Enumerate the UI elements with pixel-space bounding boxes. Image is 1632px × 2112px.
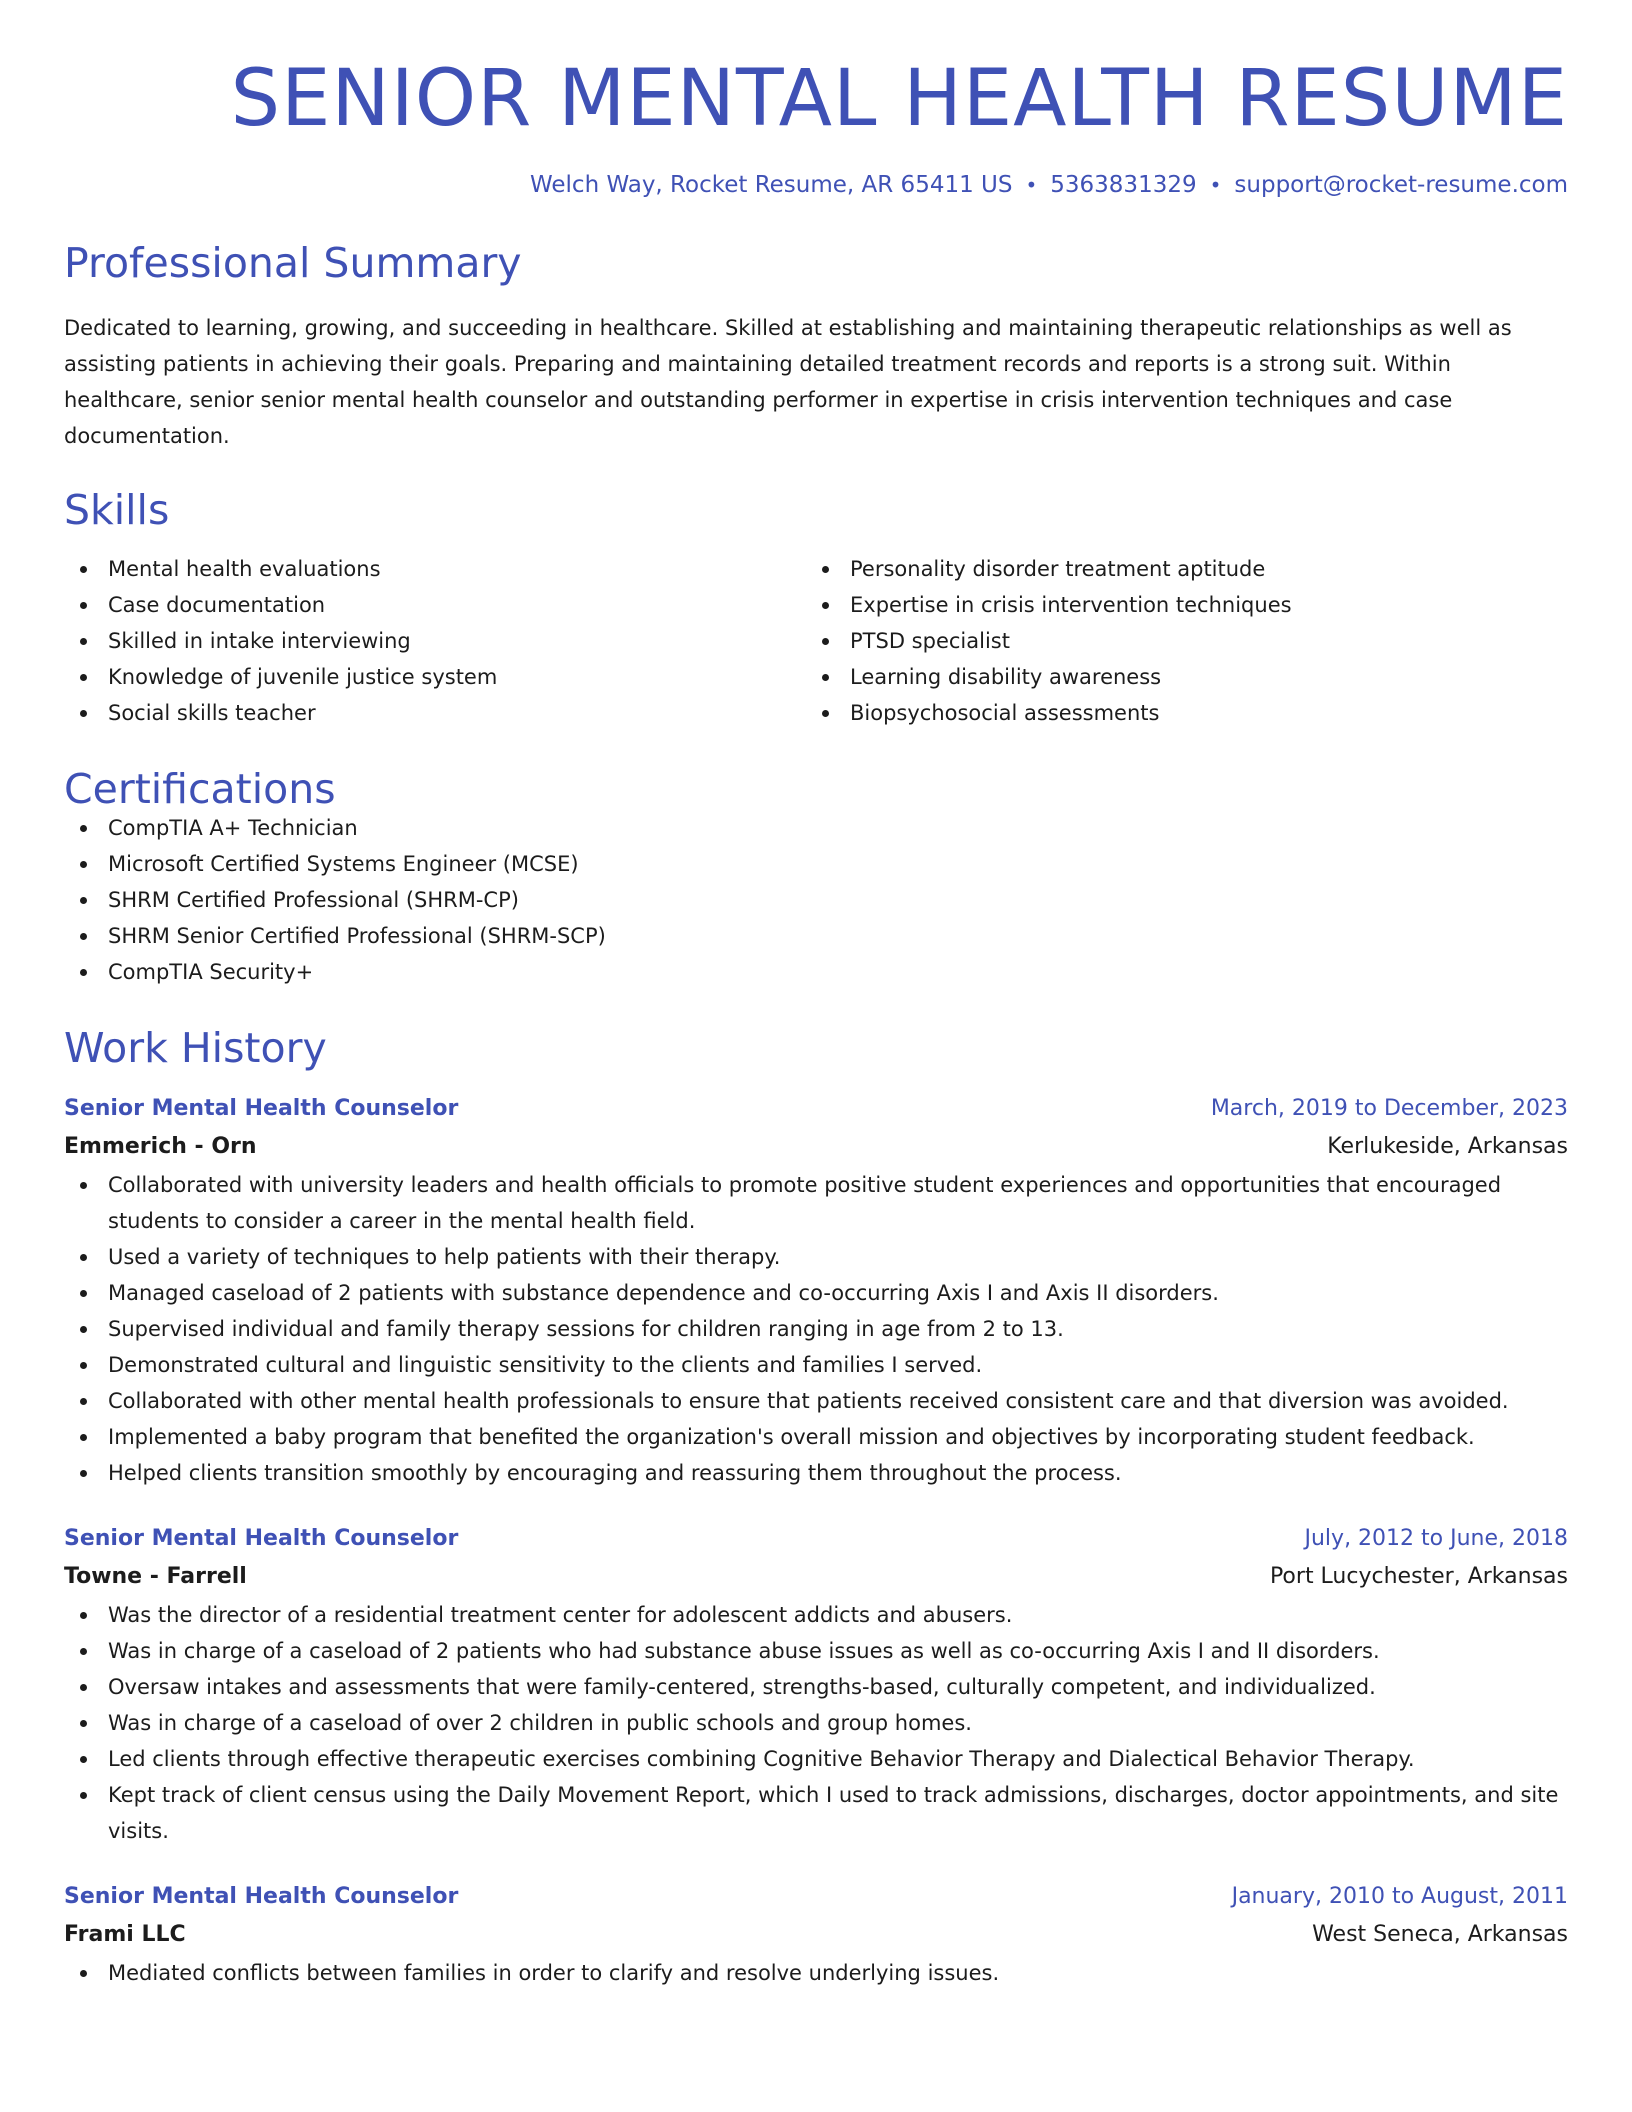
skill-item: Mental health evaluations: [64, 551, 806, 587]
job-company-row: [64, 1557, 1568, 1597]
job-company-row: [64, 1127, 1568, 1167]
job-title: Senior Mental Health Counselor: [64, 1526, 459, 1551]
job-bullet: Oversaw intakes and assessments that were family-centered, strengths-based, culturally competent, and individualized.: [64, 1669, 1568, 1705]
skill-item: Expertise in crisis intervention techniques: [806, 587, 1548, 623]
skill-item: Learning disability awareness: [806, 659, 1548, 695]
job-bullet-list: [64, 1167, 1568, 1491]
contact-phone[interactable]: 5363831329: [1050, 172, 1197, 198]
job-location: West Seneca, Arkansas: [1312, 1922, 1568, 1947]
job-bullet: Helped clients transition smoothly by encouraging and reassuring them throughout the process.: [64, 1455, 1568, 1491]
job-entry: [64, 1521, 1568, 1849]
skill-item: Social skills teacher: [64, 695, 806, 731]
job-bullet: Led clients through effective therapeutic exercises combining Cognitive Behavior Therapy and Dialectical Behavior Therapy.: [64, 1741, 1568, 1777]
job-title-row: [64, 1521, 1568, 1557]
job-title-row: [64, 1879, 1568, 1915]
job-location: Port Lucychester, Arkansas: [1269, 1564, 1568, 1589]
skill-item: Skilled in intake interviewing: [64, 623, 806, 659]
job-bullet: Kept track of client census using the Daily Movement Report, which I used to track admissions, discharges, doctor appointments, and site visits.: [64, 1777, 1568, 1849]
certification-item: CompTIA A+ Technician: [64, 810, 1568, 846]
summary-text: Dedicated to learning, growing, and succeeding in healthcare. Skilled at establishing and maintaining therapeutic relationships as well as assisting patients in achieving their goals. Preparing and maintaining detailed treatment records and reports is a strong suit. Within healthcare, senior senior mental health counselor and outstanding performer in expertise in crisis intervention techniques and case documentation.: [64, 316, 1512, 448]
resume-page: [64, 0, 1568, 1991]
job-bullet: Collaborated with other mental health professionals to ensure that patients received consistent care and that diversion was avoided.: [64, 1383, 1568, 1419]
job-dates: July, 2012 to June, 2018: [1304, 1526, 1568, 1551]
job-bullet: Demonstrated cultural and linguistic sensitivity to the clients and families I served.: [64, 1347, 1568, 1383]
job-bullet: Supervised individual and family therapy sessions for children ranging in age from 2 to 13.: [64, 1311, 1568, 1347]
job-bullet-list: [64, 1955, 1568, 1991]
skills-heading: Skills: [64, 486, 170, 534]
job-entry: [64, 1091, 1568, 1491]
skills-list-left: [64, 551, 806, 731]
contact-address: Welch Way, Rocket Resume, AR 65411 US: [529, 172, 1013, 198]
contact-email[interactable]: support@rocket-resume.com: [1234, 172, 1568, 198]
skills-grid: [64, 551, 1568, 731]
job-bullet: Collaborated with university leaders and health officials to promote positive student experiences and opportunities that encouraged students to consider a career in the mental health field.: [64, 1167, 1568, 1239]
job-location: Kerlukeside, Arkansas: [1327, 1134, 1568, 1159]
job-bullet: Used a variety of techniques to help patients with their therapy.: [64, 1239, 1568, 1275]
job-entry: [64, 1879, 1568, 1991]
job-bullet: Mediated conflicts between families in order to clarify and resolve underlying issues.: [64, 1955, 1568, 1991]
contact-separator: •: [1025, 173, 1038, 197]
job-bullet: Was in charge of a caseload of 2 patients who had substance abuse issues as well as co-occurring Axis I and II disorders.: [64, 1633, 1568, 1669]
skill-item: Personality disorder treatment aptitude: [806, 551, 1548, 587]
job-company: Frami LLC: [64, 1922, 186, 1947]
job-company: Towne - Farrell: [64, 1564, 247, 1589]
job-title-row: [64, 1091, 1568, 1127]
skills-list-right: [806, 551, 1548, 731]
skills-column-right: [806, 551, 1548, 731]
job-title: Senior Mental Health Counselor: [64, 1884, 459, 1909]
job-bullet: Was in charge of a caseload of over 2 children in public schools and group homes.: [64, 1705, 1568, 1741]
job-title: Senior Mental Health Counselor: [64, 1096, 459, 1121]
skill-item: Knowledge of juvenile justice system: [64, 659, 806, 695]
certification-item: SHRM Certified Professional (SHRM-CP): [64, 882, 1568, 918]
skill-item: Case documentation: [64, 587, 806, 623]
job-bullet: Managed caseload of 2 patients with substance dependence and co-occurring Axis I and Axis II disorders.: [64, 1275, 1568, 1311]
job-bullet: Was the director of a residential treatment center for adolescent addicts and abusers.: [64, 1597, 1568, 1633]
job-bullet: Implemented a baby program that benefited the organization's overall mission and objectives by incorporating student feedback.: [64, 1419, 1568, 1455]
skill-item: Biopsychosocial assessments: [806, 695, 1548, 731]
certification-item: CompTIA Security+: [64, 954, 1568, 990]
certification-item: SHRM Senior Certified Professional (SHRM-SCP): [64, 918, 1568, 954]
skill-item: PTSD specialist: [806, 623, 1548, 659]
job-company: Emmerich - Orn: [64, 1134, 257, 1159]
work-history-heading: Work History: [64, 1024, 327, 1072]
job-dates: March, 2019 to December, 2023: [1210, 1096, 1568, 1121]
certifications-heading: Certifications: [64, 765, 336, 813]
certifications-list: [64, 810, 1568, 990]
summary-heading: Professional Summary: [64, 239, 522, 287]
job-company-row: [64, 1915, 1568, 1955]
resume-title: SENIOR MENTAL HEALTH RESUME: [230, 54, 1568, 144]
certification-item: Microsoft Certified Systems Engineer (MCSE): [64, 846, 1568, 882]
skills-column-left: [64, 551, 806, 731]
job-dates: January, 2010 to August, 2011: [1231, 1884, 1568, 1909]
contact-separator: •: [1209, 173, 1222, 197]
job-bullet-list: [64, 1597, 1568, 1849]
contact-line: [64, 174, 1568, 197]
